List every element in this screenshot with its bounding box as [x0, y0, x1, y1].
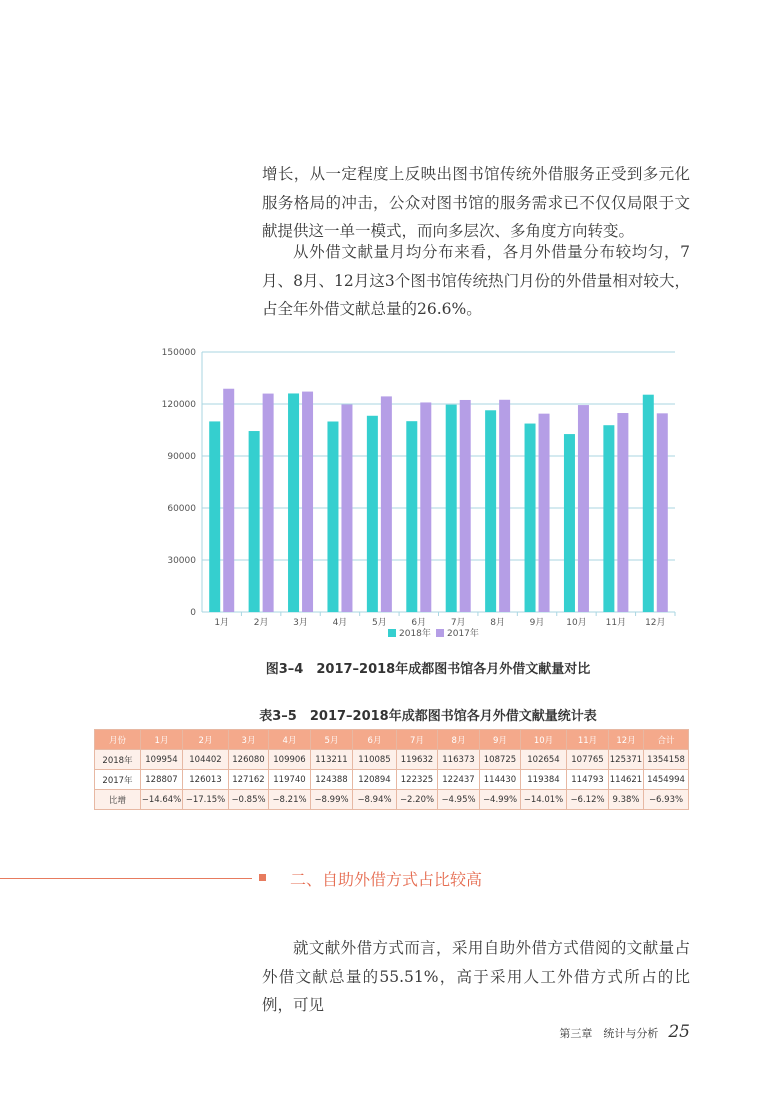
table-cell: 114621: [609, 770, 644, 790]
table-cell: −8.94%: [353, 790, 397, 810]
body-paragraph-1: 增长，从一定程度上反映出图书馆传统外借服务正受到多元化服务格局的冲击，公众对图书馆的服务需求已不仅仅局限于文献提供这一单一模式，而向多层次、多角度方向转变。: [262, 165, 690, 240]
y-tick-label: 60000: [167, 504, 196, 514]
table-cell: 104402: [183, 750, 229, 770]
y-tick-label: 90000: [167, 452, 196, 462]
table-cell: 120894: [353, 770, 397, 790]
bar-2018: [446, 405, 457, 612]
x-tick-label: 11月: [605, 618, 627, 628]
table-cell: 2017年: [95, 770, 141, 790]
table-cell: −6.12%: [567, 790, 609, 810]
bar-2017: [223, 389, 234, 612]
table-cell: 1354158: [644, 750, 689, 770]
bar-2018: [603, 425, 614, 612]
table-cell: −4.95%: [438, 790, 480, 810]
table-header-cell: 10月: [521, 730, 567, 750]
table-cell: −14.01%: [521, 790, 567, 810]
y-tick-label: 150000: [161, 348, 196, 358]
y-tick-label: 120000: [161, 400, 196, 410]
table-cell: 9.38%: [609, 790, 644, 810]
table-cell: 1454994: [644, 770, 689, 790]
footer-chapter: 第三章 统计与分析: [559, 1027, 659, 1040]
table-cell: 109906: [269, 750, 311, 770]
table-cell: 125371: [609, 750, 644, 770]
table-cell: 107765: [567, 750, 609, 770]
table-cell: 122325: [397, 770, 438, 790]
bar-2017: [657, 413, 668, 612]
bar-2017: [302, 392, 313, 612]
table-header-cell: 5月: [311, 730, 353, 750]
x-tick-label: 4月: [332, 618, 348, 628]
table-cell: −0.85%: [229, 790, 269, 810]
table-header-cell: 11月: [567, 730, 609, 750]
bar-2017: [420, 402, 431, 612]
table-cell: 122437: [438, 770, 480, 790]
table-cell: 113211: [311, 750, 353, 770]
table-header-cell: 月份: [95, 730, 141, 750]
bar-2017: [460, 400, 471, 612]
page-footer: [559, 1022, 690, 1042]
bar-2018: [327, 421, 338, 612]
table-cell: −8.21%: [269, 790, 311, 810]
table-header-cell: 2月: [183, 730, 229, 750]
table-cell: 116373: [438, 750, 480, 770]
table-cell: 126013: [183, 770, 229, 790]
bar-2018: [249, 431, 260, 612]
legend-label: 2018年: [399, 629, 431, 639]
chart-svg: [160, 340, 690, 655]
table-header-cell: 9月: [480, 730, 521, 750]
bar-2018: [485, 410, 496, 612]
table-cell: 119740: [269, 770, 311, 790]
table-cell: 114793: [567, 770, 609, 790]
statistics-table: [94, 729, 689, 810]
body-paragraph-2: 从外借文献量月均分布来看，各月外借量分布较均匀，7月、8月、12月这3个图书馆传统热门月份的外借量相对较大，占全年外借文献总量的26.6%。: [262, 243, 690, 318]
table-header-cell: 3月: [229, 730, 269, 750]
bar-2018: [367, 416, 378, 612]
bar-2017: [341, 404, 352, 612]
section-divider: [0, 878, 252, 879]
table-cell: 110085: [353, 750, 397, 770]
bar-2018: [288, 393, 299, 612]
page-number: 25: [668, 1022, 690, 1042]
section-heading: 二、自助外借方式占比较高: [290, 870, 483, 889]
table-cell: 119632: [397, 750, 438, 770]
bar-2017: [381, 396, 392, 612]
x-tick-label: 5月: [372, 618, 387, 628]
figure-caption: 图3–4 2017–2018年成都图书馆各月外借文献量对比: [265, 662, 591, 677]
table-cell: 102654: [521, 750, 567, 770]
table-cell: 124388: [311, 770, 353, 790]
bar-2017: [578, 405, 589, 612]
table-cell: −6.93%: [644, 790, 689, 810]
table-cell: 126080: [229, 750, 269, 770]
section-marker: [259, 874, 266, 881]
table-header-cell: 4月: [269, 730, 311, 750]
table-header-cell: 6月: [353, 730, 397, 750]
bar-2018: [209, 421, 220, 612]
table-cell: 127162: [229, 770, 269, 790]
table-cell: 114430: [480, 770, 521, 790]
x-tick-label: 7月: [450, 618, 466, 628]
bar-2018: [406, 421, 417, 612]
table-caption: 表3–5 2017–2018年成都图书馆各月外借文献量统计表: [259, 709, 597, 724]
table-cell: 109954: [141, 750, 183, 770]
table-cell: −17.15%: [183, 790, 229, 810]
x-tick-label: 1月: [214, 618, 230, 628]
table-cell: 2018年: [95, 750, 141, 770]
legend-swatch: [436, 629, 444, 637]
legend-label: 2017年: [447, 629, 479, 639]
table-header-cell: 1月: [141, 730, 183, 750]
bar-2018: [525, 424, 536, 612]
table-header-cell: 合计: [644, 730, 689, 750]
legend-swatch: [388, 629, 396, 637]
body-paragraph-3: 就文献外借方式而言，采用自助外借方式借阅的文献量占外借文献总量的55.51%，高于采用人工外借方式所占的比例，可见: [262, 939, 690, 1014]
table-cell: 128807: [141, 770, 183, 790]
bar-2017: [617, 413, 628, 612]
table-cell: 108725: [480, 750, 521, 770]
table-cell: 比增: [95, 790, 141, 810]
table-cell: −4.99%: [480, 790, 521, 810]
y-tick-label: 30000: [167, 556, 196, 566]
table-cell: 119384: [521, 770, 567, 790]
table-row: [95, 750, 689, 770]
table-header-cell: 7月: [397, 730, 438, 750]
bar-2018: [643, 395, 654, 612]
bar-2017: [499, 400, 510, 612]
bar-2017: [539, 414, 550, 612]
table-header-cell: 12月: [609, 730, 644, 750]
table-cell: −14.64%: [141, 790, 183, 810]
table-row: [95, 790, 689, 810]
x-tick-label: 9月: [529, 618, 545, 628]
x-tick-label: 6月: [411, 618, 427, 628]
x-tick-label: 8月: [490, 618, 505, 628]
table-header-cell: 8月: [438, 730, 480, 750]
bar-2018: [564, 434, 575, 612]
x-tick-label: 10月: [566, 618, 587, 628]
y-tick-label: 0: [190, 608, 196, 618]
table-header-row: [95, 730, 689, 750]
table-cell: −8.99%: [311, 790, 353, 810]
x-tick-label: 2月: [253, 618, 269, 628]
table-cell: −2.20%: [397, 790, 438, 810]
table-row: [95, 770, 689, 790]
x-tick-label: 3月: [293, 618, 308, 628]
x-tick-label: 12月: [645, 618, 666, 628]
bar-2017: [263, 394, 274, 612]
bar-chart: [160, 340, 690, 655]
